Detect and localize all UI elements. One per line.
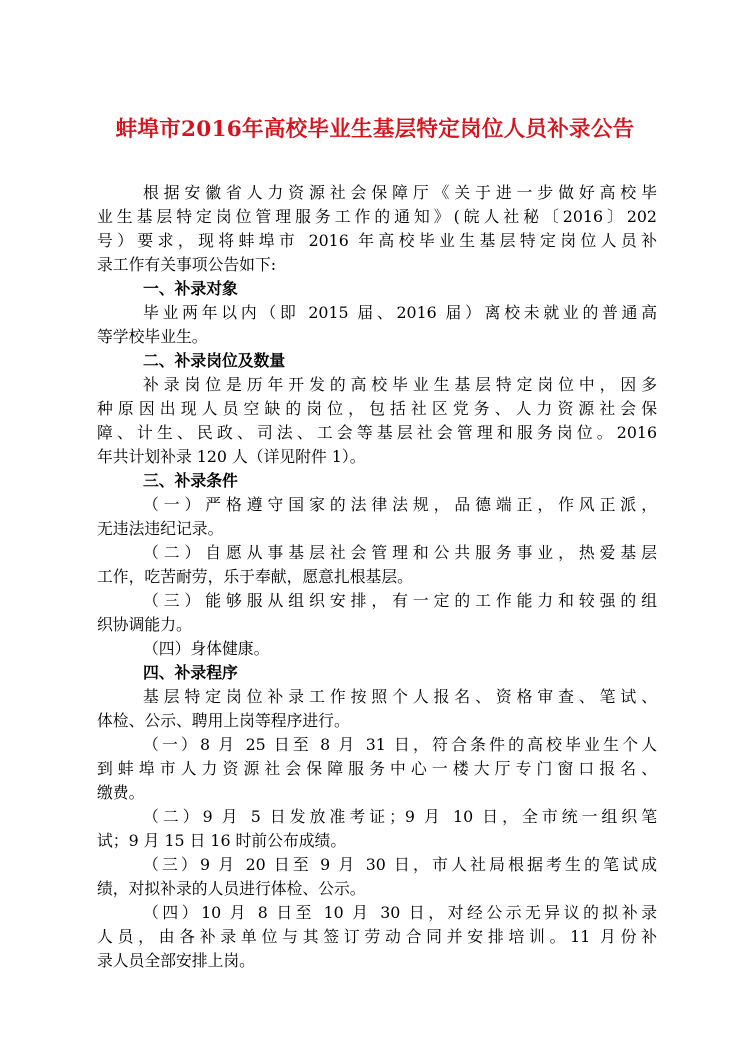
paragraph-line: 试；9 月 15 日 16 时前公布成绩。 bbox=[97, 831, 347, 850]
paragraph-line: 年共计划补录 120 人（详见附件 1）。 bbox=[97, 447, 366, 466]
paragraph-line: 根据安徽省人力资源社会保障厅《关于进一步做好高校毕 bbox=[143, 183, 657, 202]
paragraph-line: （四）身体健康。 bbox=[143, 639, 270, 658]
paragraph-line: 录工作有关事项公告如下: bbox=[97, 255, 277, 274]
paragraph-line: （三）9 月 20 日至 9 月 30 日，市人社局根据考生的笔试成 bbox=[143, 855, 657, 874]
paragraph-line: 等学校毕业生。 bbox=[97, 327, 208, 346]
paragraph-line: （一）严格遵守国家的法律法规，品德端正，作风正派， bbox=[143, 495, 657, 514]
section-heading: 二、补录岗位及数量 bbox=[143, 351, 286, 370]
section-heading: 四、补录程序 bbox=[143, 663, 238, 682]
paragraph-line: 缴费。 bbox=[97, 783, 145, 802]
paragraph-line: 补录岗位是历年开发的高校毕业生基层特定岗位中，因多 bbox=[143, 375, 657, 394]
paragraph-line: 基层特定岗位补录工作按照个人报名、资格审查、笔试、 bbox=[143, 687, 657, 706]
paragraph-line: 毕业两年以内（即 2015 届、2016 届）离校未就业的普通高 bbox=[143, 303, 657, 322]
paragraph-line: 到蚌埠市人力资源社会保障服务中心一楼大厅专门窗口报名、 bbox=[97, 759, 657, 778]
paragraph-line: 织协调能力。 bbox=[97, 615, 192, 634]
paragraph-line: （二）9 月 5 日发放准考证；9 月 10 日，全市统一组织笔 bbox=[143, 807, 657, 826]
paragraph-line: 工作，吃苦耐劳，乐于奉献，愿意扎根基层。 bbox=[97, 567, 413, 586]
paragraph-line: 业生基层特定岗位管理服务工作的通知》(皖人社秘〔2016〕202 bbox=[97, 207, 657, 226]
paragraph-line: 体检、公示、聘用上岗等程序进行。 bbox=[97, 711, 350, 730]
paragraph-line: 号）要求，现将蚌埠市 2016 年高校毕业生基层特定岗位人员补 bbox=[97, 231, 657, 250]
paragraph-line: 障、计生、民政、司法、工会等基层社会管理和服务岗位。2016 bbox=[97, 423, 657, 442]
paragraph-line: 种原因出现人员空缺的岗位，包括社区党务、人力资源社会保 bbox=[97, 399, 657, 418]
document-body bbox=[97, 181, 657, 973]
paragraph-line: （四）10 月 8 日至 10 月 30 日，对经公示无异议的拟补录 bbox=[143, 903, 657, 922]
paragraph-line: 录人员全部安排上岗。 bbox=[97, 951, 255, 970]
paragraph-line: （一）8 月 25 日至 8 月 31 日，符合条件的高校毕业生个人 bbox=[143, 735, 657, 754]
paragraph-line: （三）能够服从组织安排，有一定的工作能力和较强的组 bbox=[143, 591, 657, 610]
section-heading: 三、补录条件 bbox=[143, 471, 238, 490]
paragraph-line: 绩，对拟补录的人员进行体检、公示。 bbox=[97, 879, 366, 898]
document-title: 蚌埠市2016年高校毕业生基层特定岗位人员补录公告 bbox=[115, 117, 635, 142]
section-heading: 一、补录对象 bbox=[143, 279, 238, 298]
paragraph-line: 无违法违纪记录。 bbox=[97, 519, 224, 538]
paragraph-line: 人员，由各补录单位与其签订劳动合同并安排培训。11 月份补 bbox=[97, 927, 657, 946]
paragraph-line: （二）自愿从事基层社会管理和公共服务事业，热爱基层 bbox=[143, 543, 657, 562]
